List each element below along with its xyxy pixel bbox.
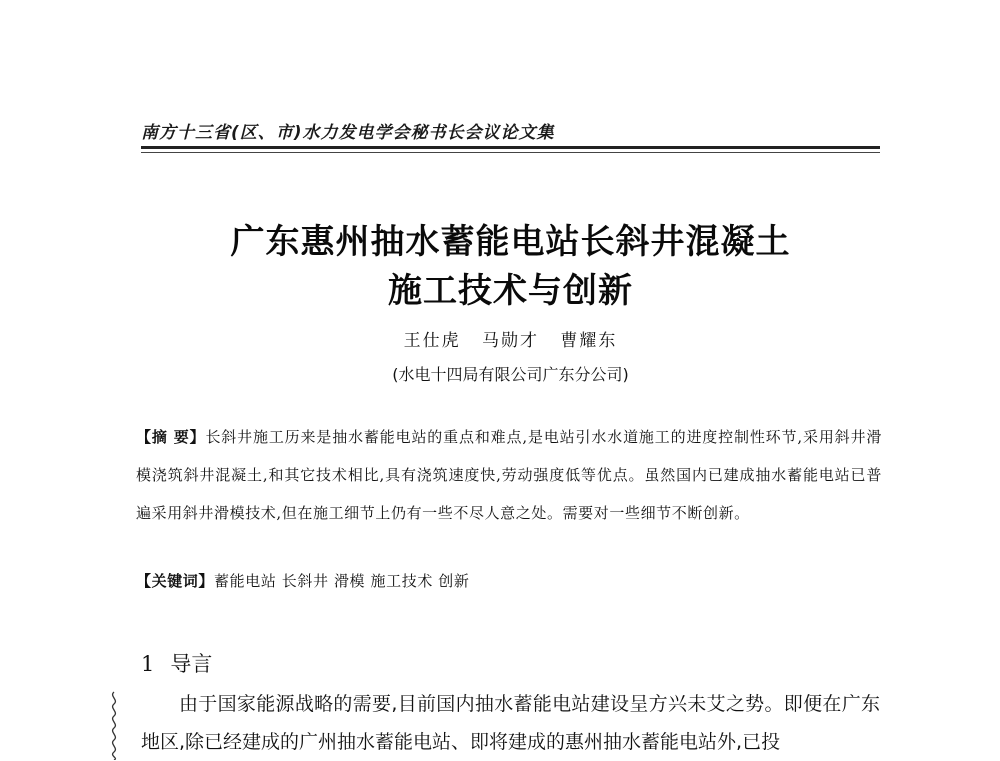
section-number: 1 (141, 652, 155, 676)
header-rule-thick (141, 146, 880, 149)
header-rule-thin (141, 152, 880, 153)
paper-title-line-2: 施工技术与创新 (388, 271, 633, 311)
abstract-label: 【摘 要】 (136, 428, 206, 446)
keywords-label: 【关键词】 (136, 572, 215, 590)
abstract (136, 418, 882, 532)
paper-title-line-1: 广东惠州抽水蓄能电站长斜井混凝土 (230, 222, 791, 262)
abstract-text: 长斜井施工历来是抽水蓄能电站的重点和难点,是电站引水水道施工的进度控制性环节,采用斜井滑模浇筑斜井混凝土,和其它技术相比,具有浇筑速度快,劳动强度低等优点。虽然国内已建成抽水蓄能电站已普遍采用斜井滑模技术,但在施工细节上仍有一些不尽人意之处。需要对一些细节不断创新。 (136, 428, 882, 522)
section-title: 导言 (170, 652, 213, 676)
running-header: 南方十三省(区、市)水力发电学会秘书长会议论文集 (141, 123, 555, 143)
binding-squiggle-icon (108, 690, 120, 760)
keywords (136, 570, 882, 591)
body-paragraph: 由于国家能源战略的需要,目前国内抽水蓄能电站建设呈方兴未艾之势。即便在广东地区,除已经建成的广州抽水蓄能电站、即将建成的惠州抽水蓄能电站外,已投 (141, 693, 880, 753)
section-heading (141, 648, 212, 678)
author-list: 王仕虎 马勋才 曹耀东 (403, 331, 618, 351)
keywords-text: 蓄能电站 长斜井 滑模 施工技术 创新 (214, 572, 470, 590)
affiliation: (水电十四局有限公司广东分公司) (392, 365, 629, 384)
